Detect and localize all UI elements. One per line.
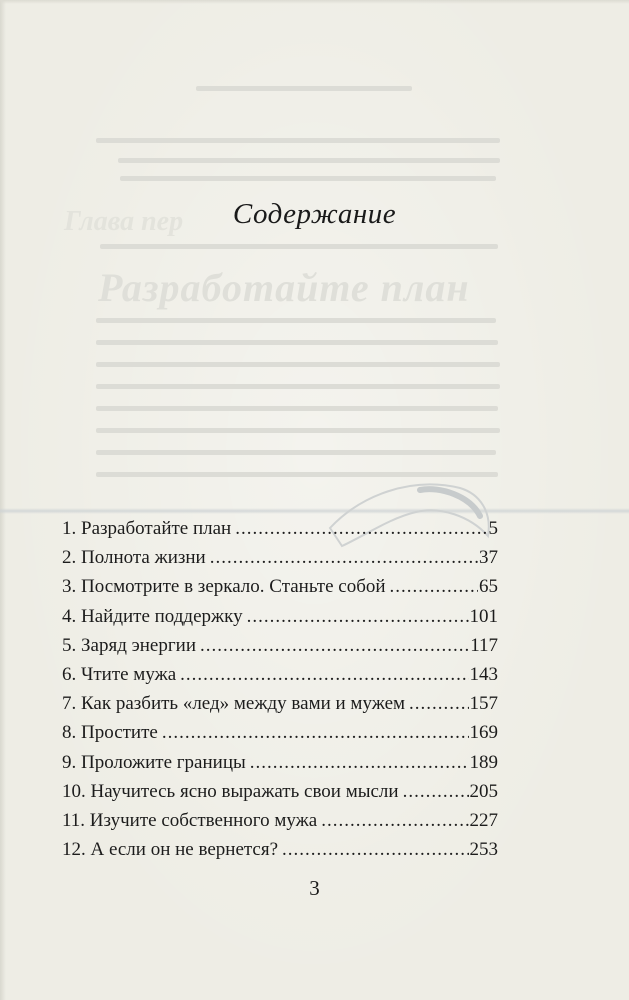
toc-dot-leader [235,518,487,540]
toc-entry[interactable] [62,635,498,664]
toc-entry-page: 227 [469,809,498,831]
toc-entry-title: 9. Проложите границы [62,751,246,773]
toc-entry-title: 12. А если он не вернется? [62,839,279,861]
toc-entry-title: 3. Посмотрите в зеркало. Станьте собой [62,576,386,598]
toc-entry-title: 1. Разработайте план [62,518,232,539]
contents-title: Содержание [232,198,397,230]
page-number: 3 [309,876,320,900]
toc-entry-title: 4. Найдите поддержку [62,605,243,627]
toc-entry-page: 5 [488,518,498,539]
toc-dot-leader [282,839,468,861]
toc-dot-leader [180,664,468,686]
toc-entry-page: 253 [469,839,498,861]
toc-entry[interactable] [62,839,498,868]
toc-dot-leader [210,547,478,569]
toc-entry[interactable] [62,722,498,751]
toc-entry[interactable] [62,752,498,781]
toc-dot-leader [403,781,469,803]
toc-entry[interactable] [62,693,498,722]
toc-entry-title: 11. Изучите собственного мужа [62,809,318,831]
toc-entry[interactable] [62,606,498,635]
toc-entry[interactable] [62,810,498,839]
toc-entry-page: 189 [469,751,498,773]
toc-dot-leader [200,635,469,657]
toc-entry-page: 117 [470,634,498,656]
toc-entry-page: 143 [469,663,498,685]
toc-dot-leader [390,576,478,598]
toc-entry[interactable] [62,547,498,576]
bleed-through-chapter-heading: Глава пер [64,206,184,237]
toc-dot-leader [247,606,469,628]
toc-entry-title: 7. Как разбить «лед» между вами и мужем [62,693,406,715]
toc-dot-leader [321,810,468,832]
toc-entry-title: 6. Чтите мужа [62,663,177,685]
toc-entry-title: 5. Заряд энергии [62,634,196,656]
page-left-edge-shadow [0,0,6,1000]
toc-dot-leader [162,722,469,744]
toc-entry-page: 205 [469,780,498,802]
toc-entry-page: 101 [469,605,498,627]
table-of-contents [62,518,498,868]
toc-entry[interactable] [62,664,498,693]
toc-entry-page: 37 [479,547,498,569]
bleed-through-chapter-title: Разработайте план [98,265,470,310]
toc-entry-title: 2. Полнота жизни [62,547,206,569]
toc-entry-title: 10. Научитесь ясно выражать свои мысли [62,780,399,802]
toc-dot-leader [250,752,469,774]
toc-entry[interactable] [62,781,498,810]
toc-entry[interactable] [62,518,498,547]
bleed-through-rule [0,508,629,514]
toc-entry-title: 8. Простите [62,722,158,744]
toc-entry-page: 169 [469,722,498,744]
page-top-edge-shadow [0,0,629,4]
toc-entry-page: 65 [479,576,498,598]
toc-entry-page: 157 [469,693,498,715]
toc-dot-leader [409,693,468,715]
toc-entry[interactable] [62,576,498,605]
